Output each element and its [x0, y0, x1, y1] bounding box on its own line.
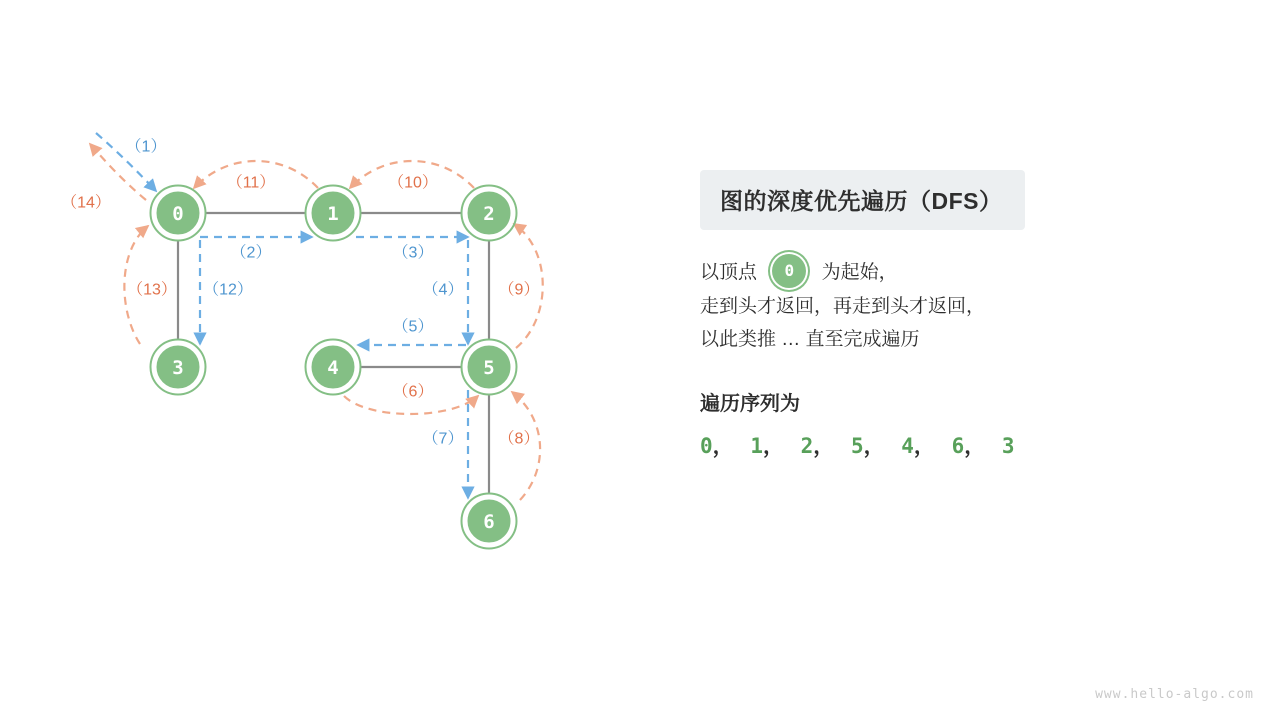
step-label-1: （1） [125, 138, 167, 156]
watermark: www.hello-algo.com [1095, 687, 1254, 702]
sequence-sep-5: ， [964, 433, 986, 458]
step-label-13: （13） [127, 281, 177, 299]
step-label-5: （5） [392, 318, 434, 336]
step-label-12: （12） [203, 281, 253, 299]
graph-node-6-label: 6 [483, 511, 495, 533]
sequence-heading: 遍历序列为 [700, 392, 800, 415]
description-line-1 [700, 256, 1240, 290]
step-label-9: （9） [498, 281, 540, 299]
step-label-11: （11） [226, 174, 276, 192]
sequence-value-1: 1 [750, 433, 763, 458]
graph-node-3-label: 3 [172, 357, 184, 379]
graph-node-6 [462, 494, 517, 549]
graph-node-4 [306, 340, 361, 395]
step-label-10: （10） [388, 174, 438, 192]
graph-node-1-label: 1 [327, 203, 339, 225]
description-line-2: 走到头才返回，再走到头才返回， [700, 296, 986, 317]
graph-node-0 [151, 186, 206, 241]
step-labels [61, 139, 539, 448]
sequence-value-6: 3 [1001, 433, 1015, 458]
step-label-8: （8） [498, 430, 540, 448]
sequence-sep-2: ， [813, 433, 835, 458]
graph-nodes [151, 186, 517, 549]
panel-title: 图的深度优先遍历（DFS） [720, 188, 1003, 214]
graph-node-5 [462, 340, 517, 395]
traversal-paths [90, 133, 543, 500]
step-label-2: （2） [230, 244, 272, 262]
panel-description [700, 256, 1240, 357]
step-label-14: （14） [61, 194, 111, 212]
graph-node-3 [151, 340, 206, 395]
sequence-value-2: 2 [800, 433, 814, 458]
description-line-1-prefix: 以顶点 [700, 262, 758, 284]
sequence-sep-1: ， [762, 433, 784, 458]
graph-node-2 [462, 186, 517, 241]
sequence-sep-3: ， [863, 433, 885, 458]
graph-node-2-label: 2 [483, 203, 495, 225]
step-label-4: （4） [422, 281, 464, 299]
description-line-1-suffix: 为起始， [821, 262, 898, 284]
inline-start-node: 0 [772, 254, 806, 288]
step-label-3: （3） [392, 244, 434, 262]
explanation-panel [700, 170, 1240, 460]
panel-title-banner [700, 170, 1025, 230]
sequence-value-5: 6 [951, 433, 965, 458]
step-label-6: （6） [392, 383, 434, 401]
sequence-sep-4: ， [913, 433, 935, 458]
graph-node-4-label: 4 [327, 357, 339, 379]
graph-node-0-label: 0 [172, 203, 184, 225]
sequence-value-0: 0 [700, 433, 713, 458]
sequence-values [700, 430, 1240, 460]
sequence-sep-0: ， [712, 433, 734, 458]
description-line-3: 以此类推 … 直至完成遍历 [700, 329, 920, 351]
graph-node-5-label: 5 [483, 357, 495, 379]
sequence-value-3: 5 [850, 433, 864, 458]
sequence-value-4: 4 [901, 433, 914, 458]
step-label-7: （7） [422, 430, 464, 448]
graph-node-1 [306, 186, 361, 241]
